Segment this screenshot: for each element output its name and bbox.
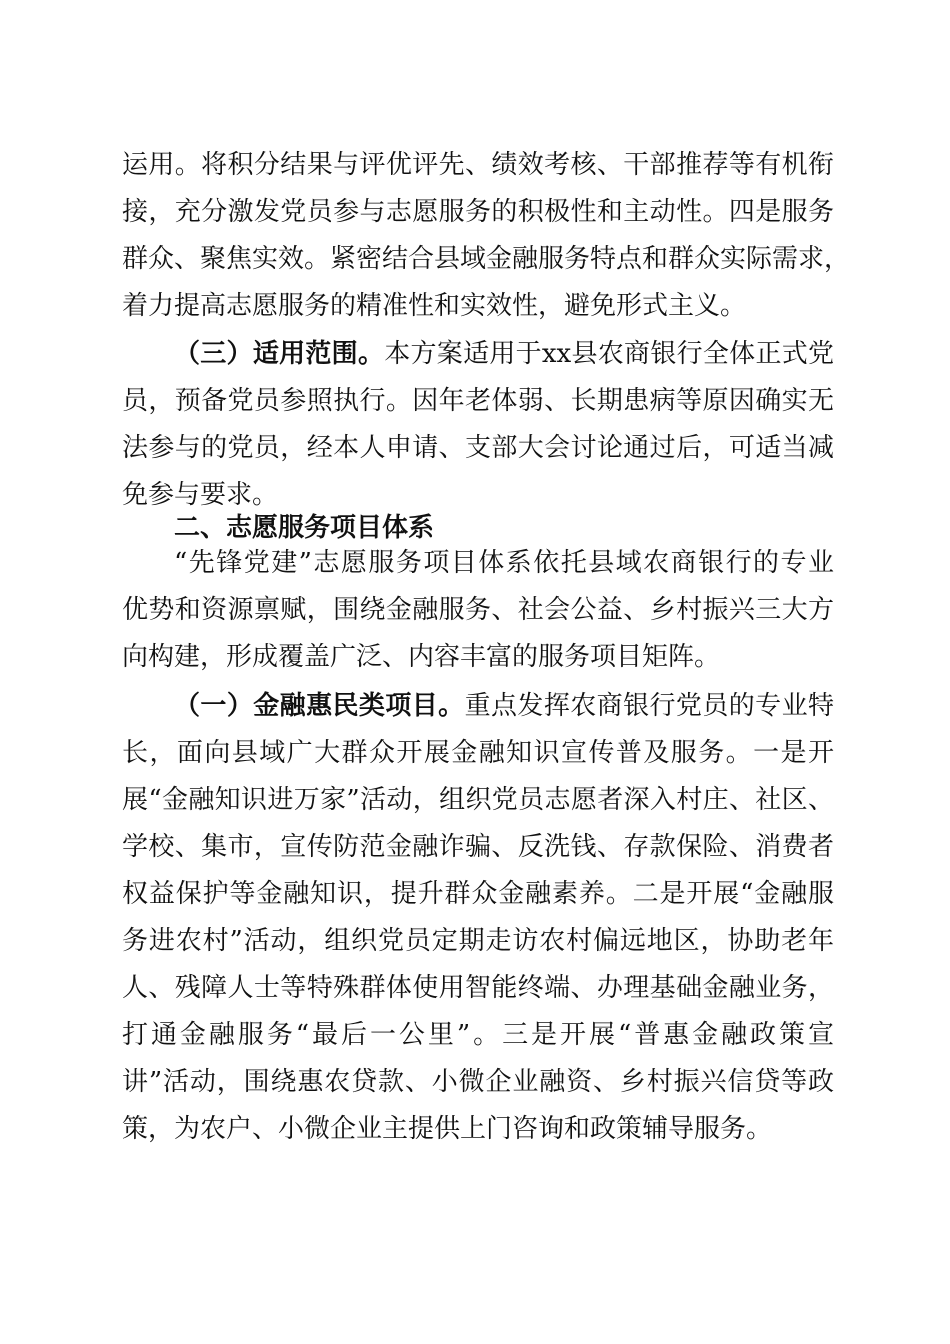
paragraph-continuation [122,142,851,330]
text-line [122,331,834,378]
text-line [122,683,834,730]
text-line: 接，充分激发党员参与志愿服务的积极性和主动性。四是服务 [122,197,834,227]
text-line: 务进农村”活动，组织党员定期走访农村偏远地区，协助老年 [122,926,834,956]
financial-projects-heading: （一）金融惠民类项目。 [174,691,465,721]
text-segment: 本方案适用于xx县农商银行全体正式党 [384,339,834,369]
section-heading: 二、志愿服务项目体系 [174,513,435,543]
text-line: 学校、集市，宣传防范金融诈骗、反洗钱、存款保险、消费者 [122,832,834,862]
text-line: 打通金融服务“最后一公里”。三是开展“普惠金融政策宣 [122,1020,834,1050]
text-line: 优势和资源禀赋，围绕金融服务、社会公益、乡村振兴三大方 [122,595,834,625]
paragraph-financial-projects [122,683,834,1153]
text-line: 长，面向县域广大群众开展金融知识宣传普及服务。一是开 [122,738,834,768]
paragraph-section-two-intro [122,540,834,681]
text-line: 权益保护等金融知识，提升群众金融素养。二是开展“金融服 [122,879,834,909]
text-line: 讲”活动，围绕惠农贷款、小微企业融资、乡村振兴信贷等政 [122,1067,834,1097]
text-line: 运用。将积分结果与评优评先、绩效考核、干部推荐等有机衔 [122,150,834,180]
paragraph-scope [122,331,834,519]
text-line: 策，为农户、小微企业主提供上门咨询和政策辅导服务。 [122,1114,773,1144]
text-line: “先锋党建”志愿服务项目体系依托县域农商银行的专业 [174,548,834,578]
text-line: 向构建，形成覆盖广泛、内容丰富的服务项目矩阵。 [122,642,721,672]
text-line: 展“金融知识进万家”活动，组织党员志愿者深入村庄、社区、 [122,785,834,815]
text-line: 法参与的党员，经本人申请、支部大会讨论通过后，可适当减 [122,433,834,463]
text-line: 员，预备党员参照执行。因年老体弱、长期患病等原因确实无 [122,386,834,416]
text-line: 免参与要求。 [122,480,279,510]
scope-heading: （三）适用范围。 [174,339,385,369]
text-segment: 重点发挥农商银行党员的专业特 [464,691,834,721]
text-line: 着力提高志愿服务的精准性和实效性，避免形式主义。 [122,291,747,321]
text-line: 群众、聚焦实效。紧密结合县域金融服务特点和群众实际需求， [122,244,851,274]
text-line: 人、残障人士等特殊群体使用智能终端、办理基础金融业务， [122,973,834,1003]
